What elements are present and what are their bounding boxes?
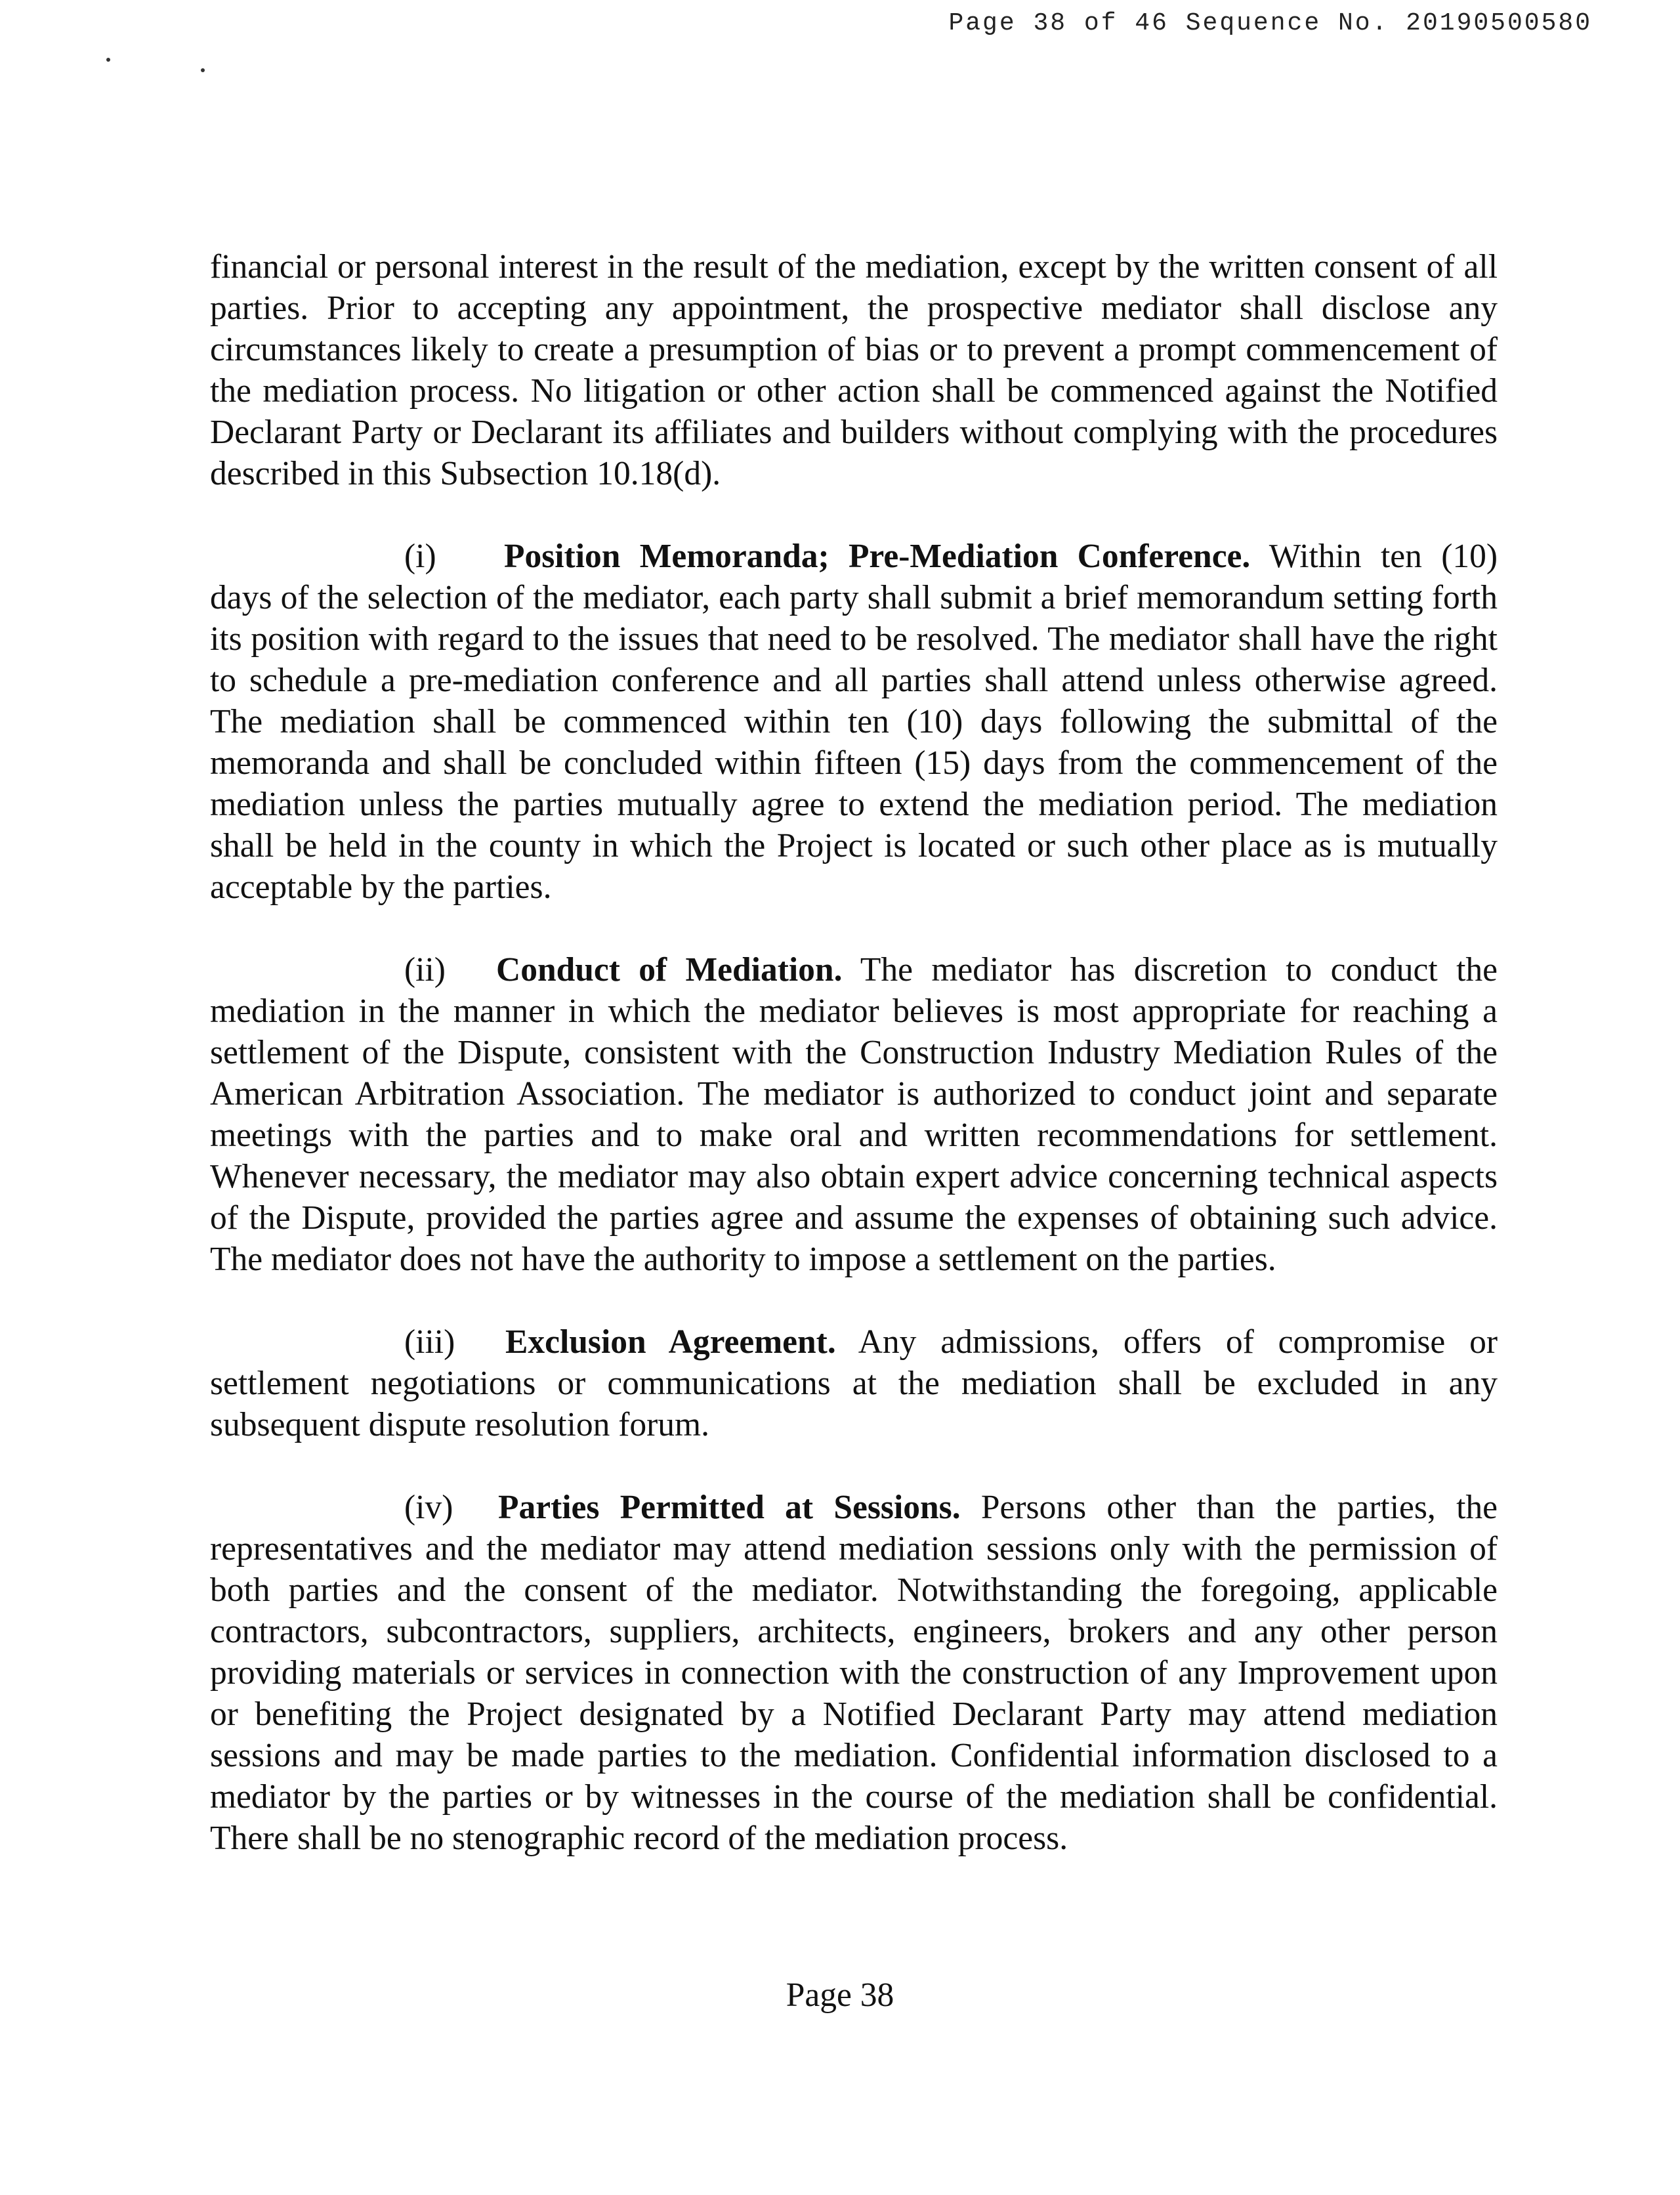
document-body [210, 246, 1498, 1900]
section-number: (ii) [404, 951, 446, 989]
section-number: (iii) [404, 1323, 455, 1361]
section-position-memoranda [210, 536, 1498, 908]
section-heading: Conduct of Mediation [496, 951, 834, 989]
section-text: Any admissions, offers of compromise or settlement negotiations or communications at the mediation shall be excluded in any subsequent dispute resolution forum. [210, 1323, 1498, 1443]
section-heading: Exclusion Agreement [505, 1323, 828, 1361]
scan-speck [201, 68, 205, 72]
section-text: Within ten (10) days of the selection of the mediator, each party shall submit a brief memorandum setting forth its position with regard to the issues that need to be resolved. The mediator shall have the right to schedule a pre-mediation conference and all parties shall attend unless otherwise agreed. The mediation shall be commenced within ten (10) days following the submittal of the memoranda and shall be concluded within fifteen (15) days from the commencement of the mediation unless the parties mutually agree to extend the mediation period. The mediation shall be held in the county in which the Project is located or such other place as is mutually acceptable by the parties. [210, 538, 1498, 906]
intro-paragraph: financial or personal interest in the result of the mediation, except by the written consent of all parties. Prior to accepting any appointment, the prospective mediator shall disclose any circumstances likely to create a presumption of bias or to prevent a prompt commencement of the mediation process. No litigation or other action shall be commenced against the Notified Declarant Party or Declarant its affiliates and builders without complying with the procedures described in this Subsection 10.18(d). [210, 248, 1498, 492]
section-heading: Parties Permitted at Sessions [498, 1489, 952, 1526]
page-number-footer: Page 38 [786, 1976, 894, 2014]
section-number: (iv) [404, 1489, 453, 1526]
heading-period: . [833, 951, 843, 989]
scan-speck [106, 58, 110, 62]
heading-period: . [1242, 538, 1251, 575]
section-text: Persons other than the parties, the representatives and the mediator may attend mediation sessions only with the permission of both parties and the consent of the mediator. Notwithstanding the foregoing, applicable contractors, subcontractors, suppliers, architects, engineers, brokers and any other person providing materials or services in connection with the construction of any Improvement upon or benefiting the Project designated by a Notified Declarant Party may attend mediation sessions and may be made parties to the mediation. Confidential information disclosed to a mediator by the parties or by witnesses in the course of the mediation shall be confidential. There shall be no stenographic record of the mediation process. [210, 1489, 1498, 1857]
section-number: (i) [404, 538, 436, 575]
heading-period: . [952, 1489, 961, 1526]
section-text: The mediator has discretion to conduct the mediation in the manner in which the mediator believes is most appropriate for reaching a settlement of the Dispute, consistent with the Construction Industry Mediation Rules of the American Arbitration Association. The mediator is authorized to conduct joint and separate meetings with the parties and to make oral and written recommendations for settlement. Whenever necessary, the mediator may also obtain expert advice concerning technical aspects of the Dispute, provided the parties agree and assume the expenses of obtaining such advice. The mediator does not have the authority to impose a settlement on the parties. [210, 951, 1498, 1278]
heading-period: . [827, 1323, 836, 1361]
section-conduct-of-mediation [210, 949, 1498, 1280]
section-parties-permitted [210, 1487, 1498, 1859]
section-heading: Position Memoranda; Pre-Mediation Conference [504, 538, 1242, 575]
sequence-stamp: Page 38 of 46 Sequence No. 20190500580 [948, 9, 1592, 37]
section-exclusion-agreement [210, 1321, 1498, 1445]
